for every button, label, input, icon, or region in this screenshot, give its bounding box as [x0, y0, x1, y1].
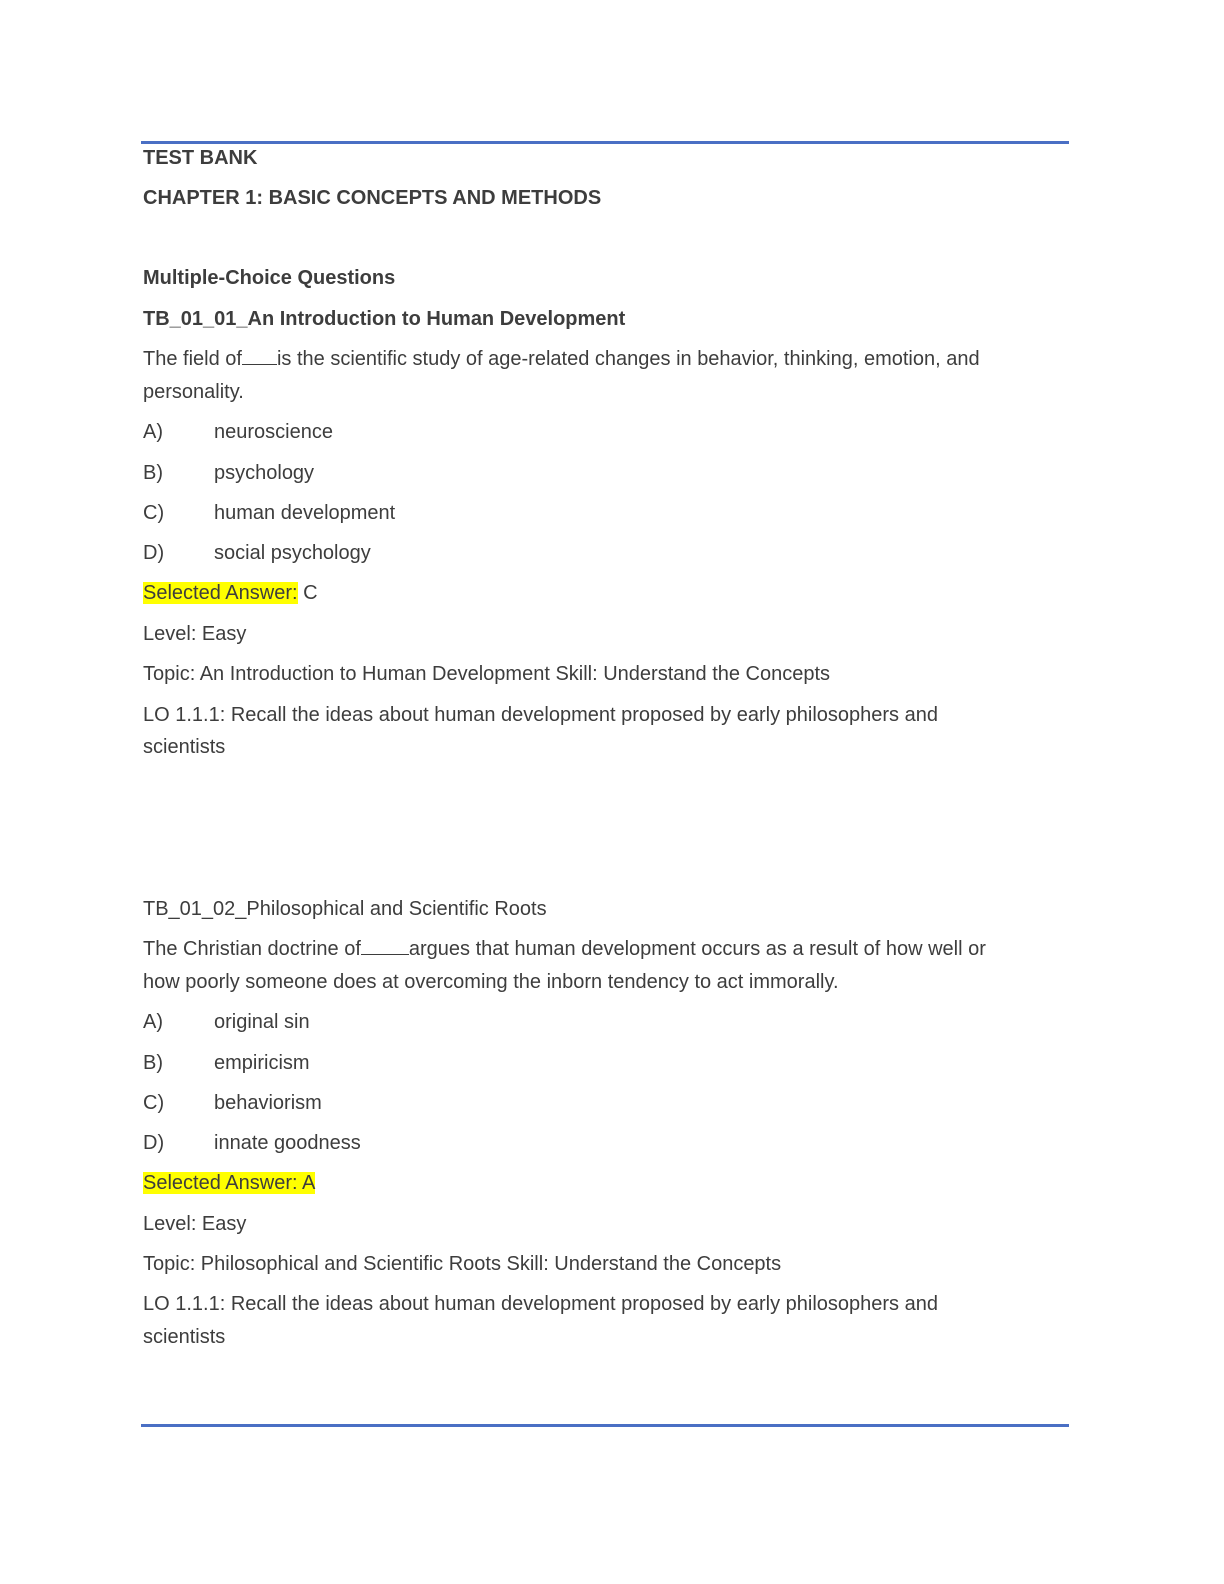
question-2-learning-objective: LO 1.1.1: Recall the ideas about human development proposed by early philosophers and — [143, 1293, 938, 1315]
answer-blank — [361, 938, 409, 955]
question-1-stem — [143, 343, 980, 376]
question-2-level: Level: Easy — [143, 1213, 247, 1235]
option-text: neuroscience — [214, 421, 333, 443]
option-text: innate goodness — [214, 1132, 361, 1154]
option-text: human development — [214, 502, 396, 524]
option-text: behaviorism — [214, 1092, 322, 1114]
answer-blank — [242, 348, 277, 365]
question-1-topic: Topic: An Introduction to Human Development Skill: Understand the Concepts — [143, 663, 831, 685]
top-divider — [141, 141, 1069, 144]
section-heading: Multiple-Choice Questions — [143, 267, 396, 289]
option-letter: A) — [143, 421, 163, 443]
question-2-answer — [143, 1167, 315, 1200]
question-2-stem-end: argues that human development occurs as a result of how well or — [408, 938, 986, 960]
question-2-stem — [143, 933, 986, 966]
question-1-option-a — [143, 416, 333, 449]
question-1-stem-line2: personality. — [143, 381, 244, 403]
selected-answer-value: C — [297, 582, 318, 604]
question-2-option-d — [143, 1127, 361, 1160]
option-text: social psychology — [214, 542, 371, 564]
question-1-option-d — [143, 537, 371, 570]
question-2-stem-start: The Christian doctrine of — [143, 938, 361, 960]
option-text: psychology — [214, 462, 315, 484]
question-2-learning-objective-line2: scientists — [143, 1326, 226, 1348]
selected-answer-label: Selected Answer: A — [143, 1172, 316, 1194]
option-text: empiricism — [214, 1052, 310, 1074]
option-letter: B) — [143, 462, 163, 484]
question-2-stem-line2: how poorly someone does at overcoming the inborn tendency to act immorally. — [143, 971, 839, 993]
selected-answer-label: Selected Answer: — [143, 582, 298, 604]
option-letter: B) — [143, 1052, 163, 1074]
option-letter: C) — [143, 1092, 165, 1114]
chapter-title: CHAPTER 1: BASIC CONCEPTS AND METHODS — [143, 187, 602, 209]
document-title: TEST BANK — [143, 147, 258, 169]
question-1-answer — [143, 577, 318, 610]
option-letter: A) — [143, 1011, 163, 1033]
option-letter: D) — [143, 542, 165, 564]
question-1-id: TB_01_01_An Introduction to Human Development — [143, 308, 626, 330]
question-1-learning-objective: LO 1.1.1: Recall the ideas about human development proposed by early philosophers and — [143, 704, 938, 726]
option-letter: D) — [143, 1132, 165, 1154]
question-2-option-a — [143, 1006, 310, 1039]
question-2-id: TB_01_02_Philosophical and Scientific Roots — [143, 898, 547, 920]
question-1-stem-start: The field of — [143, 348, 242, 370]
question-2-option-b — [143, 1047, 310, 1080]
bottom-divider — [141, 1424, 1069, 1427]
option-text: original sin — [214, 1011, 310, 1033]
question-1-stem-end: is the scientific study of age-related changes in behavior, thinking, emotion, and — [276, 348, 980, 370]
question-2-topic: Topic: Philosophical and Scientific Roots Skill: Understand the Concepts — [143, 1253, 782, 1275]
question-1-option-b — [143, 457, 314, 490]
option-letter: C) — [143, 502, 165, 524]
question-1-learning-objective-line2: scientists — [143, 736, 226, 758]
question-1-option-c — [143, 497, 395, 530]
question-2-option-c — [143, 1087, 322, 1120]
question-1-level: Level: Easy — [143, 623, 247, 645]
